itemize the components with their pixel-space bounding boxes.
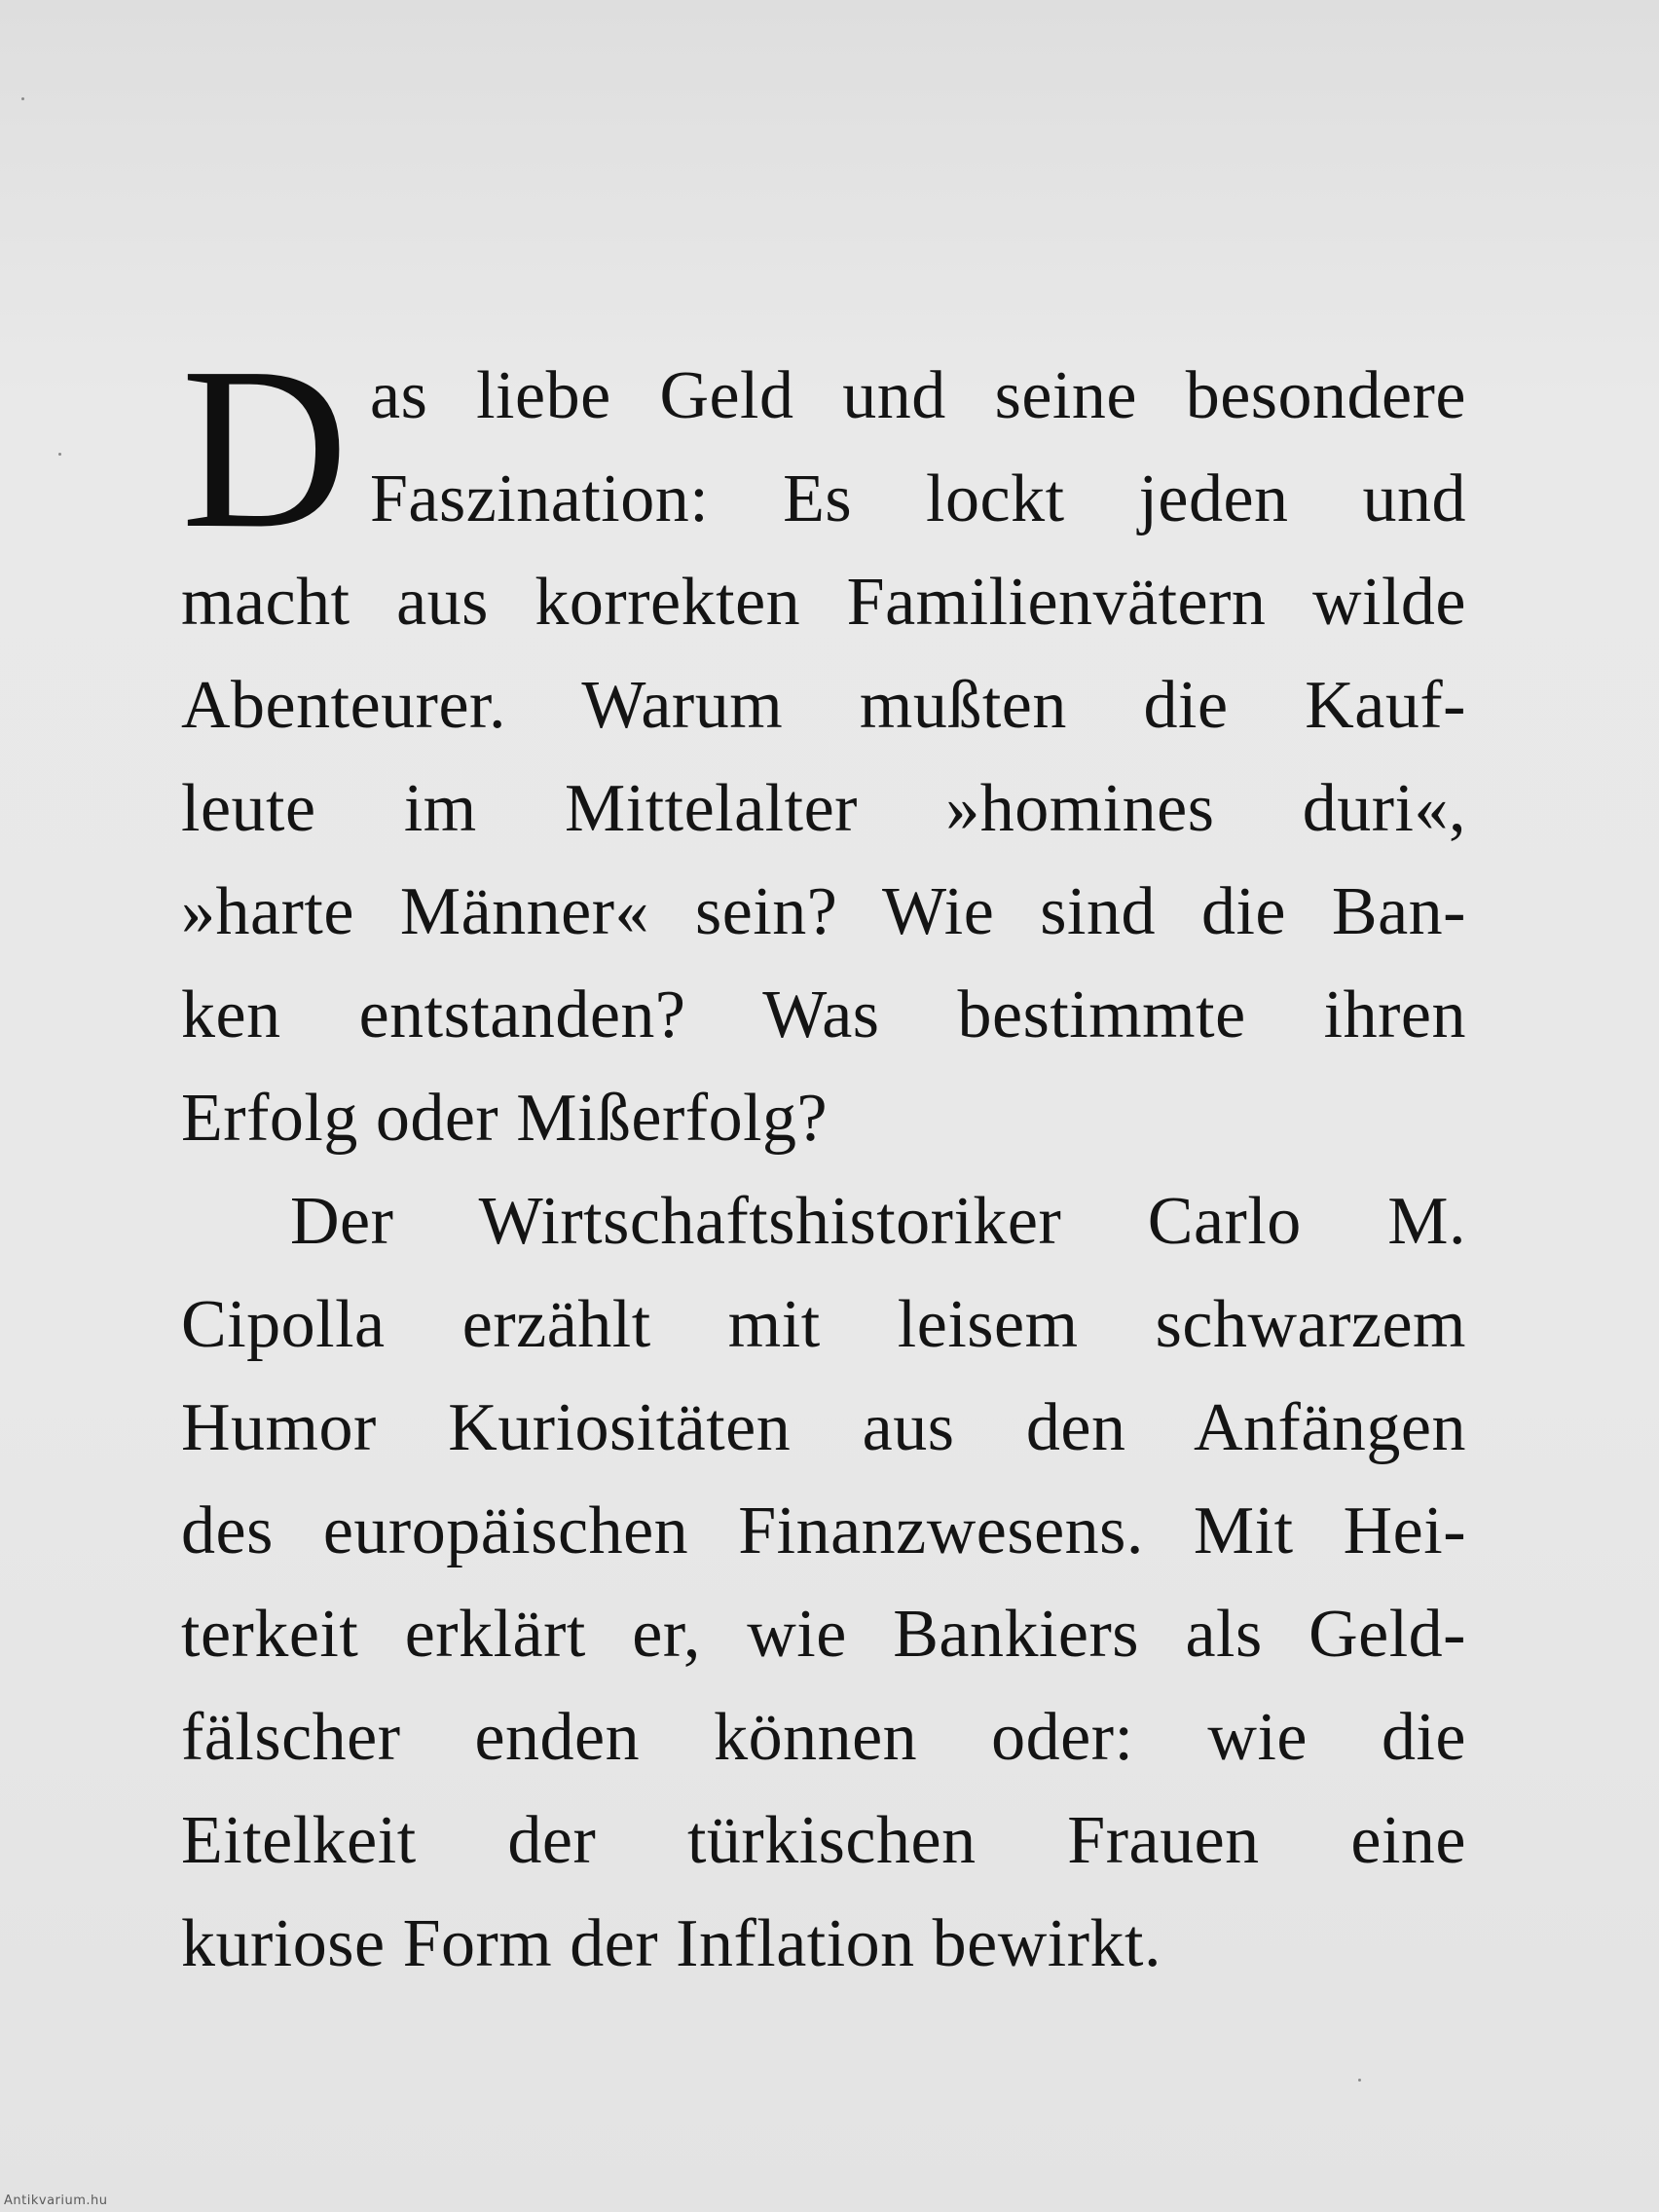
text-line: as liebe Geld und seine besondere xyxy=(370,358,1466,433)
text-line: Erfolg oder Mißerfolg? xyxy=(181,1081,829,1156)
paper-speck xyxy=(21,97,24,100)
text-line: Humor Kuriositäten aus den Anfängen xyxy=(181,1390,1466,1465)
text-line: »harte Männer« sein? Wie sind die Ban- xyxy=(181,874,1466,949)
text-line: fälscher enden können oder: wie die xyxy=(181,1700,1466,1775)
text-line: leute im Mittelalter »homines duri«, xyxy=(181,771,1466,846)
text-line: Der Wirtschaftshistoriker Carlo M. xyxy=(290,1184,1466,1259)
drop-cap: D xyxy=(181,320,349,576)
text-line: des europäischen Finanzwesens. Mit Hei- xyxy=(181,1493,1466,1568)
text-line: kuriose Form der Inflation bewirkt. xyxy=(181,1906,1162,1981)
text-line: macht aus korrekten Familienvätern wilde xyxy=(181,565,1466,640)
text-line: Abenteurer. Warum mußten die Kauf- xyxy=(181,668,1466,743)
watermark-logo: Antikvarium.hu xyxy=(4,2194,108,2208)
text-line: Eitelkeit der türkischen Frauen eine xyxy=(181,1803,1466,1878)
paper-speck xyxy=(58,453,61,456)
text-line: Faszination: Es lockt jeden und xyxy=(370,461,1466,536)
paper-speck xyxy=(1358,2079,1361,2082)
text-line: terkeit erklärt er, wie Bankiers als Geld- xyxy=(181,1597,1466,1672)
text-line: ken entstanden? Was bestimmte ihren xyxy=(181,977,1466,1052)
text-line: Cipolla erzählt mit leisem schwarzem xyxy=(181,1287,1466,1362)
